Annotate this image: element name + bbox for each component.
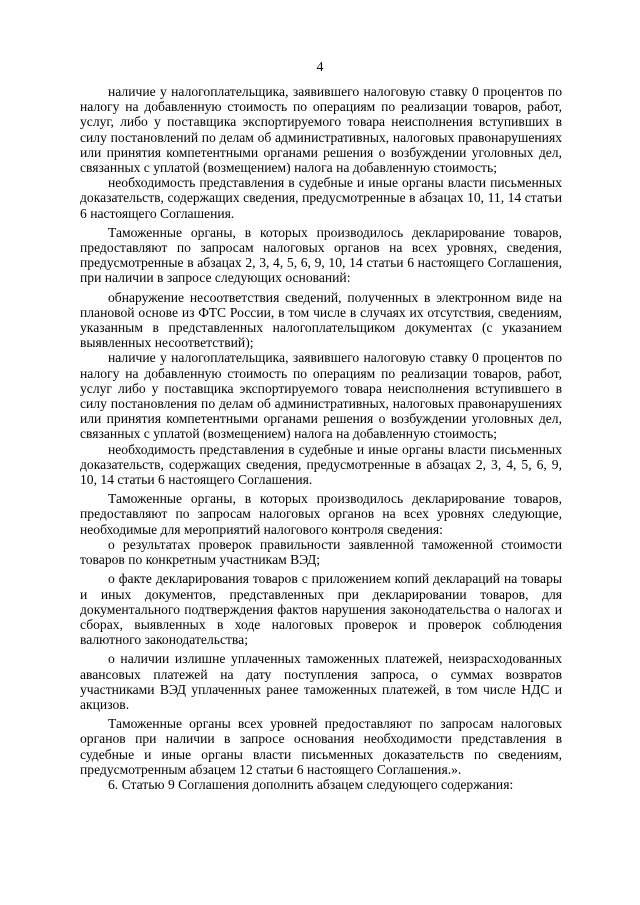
paragraph-court-evidence-1: необходимость представления в судебные и иные органы власти письменных доказательств, содержащих сведения, предусмотренные в абзацах 10, 11, 14 статьи 6 настоящего Соглашения. bbox=[80, 175, 562, 221]
paragraph-customs-value-checks: о результатах проверок правильности заявленной таможенной стоимости товаров по конкретным участникам ВЭД; bbox=[80, 536, 562, 568]
paragraph-customs-provide-info: Таможенные органы, в которых производилось декларирование товаров, предоставляют по запросам налоговых органов на всех уровнях, сведения, предусмотренные в абзацах 2, 3, 4, 5, 6, 9, 10, 14 статьи 6 настоящего Соглашения, при наличии в запросе следующих оснований: bbox=[80, 224, 562, 286]
paragraph-overpaid-duties: о наличии излишне уплаченных таможенных платежей, неизрасходованных авансовых платежей на дату поступления запроса, о суммах возвратов участниками ВЭД уплаченных ранее таможенных платежей, в том числе НДС и акцизов. bbox=[80, 651, 562, 712]
paragraph-customs-provide-following: Таможенные органы, в которых производилось декларирование товаров, предоставляют по запросам налоговых органов на всех уровнях следующие, необходимые для мероприятий налогового контроля сведения: bbox=[80, 491, 562, 537]
paragraph-discrepancy: обнаружение несоответствия сведений, полученных в электронном виде на плановой основе из ФТС России, в том числе в случаях их отсутствия, сведениям, указанным в представленных налогоплательщиком документах (с указанием выявленных несоответствий); bbox=[80, 289, 562, 351]
paragraph-article-9-amendment: 6. Статью 9 Соглашения дополнить абзацем следующего содержания: bbox=[108, 776, 514, 792]
paragraph-all-levels: Таможенные органы всех уровней предоставляют по запросам налоговых органов при наличии в запросе основания необходимости представления в судебные и иные органы власти письменных доказательств по сведениям, предусмотренным абзацем 12 статьи 6 настоящего Соглашения.». bbox=[80, 716, 562, 777]
page-number: 4 bbox=[316, 60, 324, 75]
paragraph-declaration-facts: о факте декларирования товаров с приложением копий деклараций на товары и иных документов, представленных при декларировании товаров, для документального подтверждения фактов нарушения законодательства о налогах и сборах, выявленных в ходе налоговых проверок и проверок соблюдения валютного законодательства; bbox=[80, 571, 562, 648]
document-body bbox=[80, 84, 562, 792]
paragraph-vat-violations-1: наличие у налогоплательщика, заявившего налоговую ставку 0 процентов по налогу на добавленную стоимость по операциям по реализации товаров, работ, услуг, либо у поставщика экспортируемого товара неисполнения вступивших в силу постановлений по делам об административных, налоговых правонарушениях или принятия компетентными органами решения о возбуждении уголовных дел, связанных с уплатой (возмещением) налога на добавленную стоимость; bbox=[80, 84, 562, 176]
paragraph-court-evidence-2: необходимость представления в судебные и иные органы власти письменных доказательств, содержащих сведения, предусмотренные в абзацах 2, 3, 4, 5, 6, 9, 10, 14 статьи 6 настоящего Соглашения. bbox=[80, 441, 562, 488]
paragraph-vat-violations-2: наличие у налогоплательщика, заявившего налоговую ставку 0 процентов по налогу на добавленную стоимость по операциям по реализации товаров, работ, услуг либо у поставщика экспортируемого товара неисполнения вступившего в силу постановления по делам об административных, налоговых правонарушениях или принятия компетентными органами решения о возбуждении уголовных дел, связанных с уплатой (возмещением) налога на добавленную стоимость; bbox=[80, 350, 562, 442]
